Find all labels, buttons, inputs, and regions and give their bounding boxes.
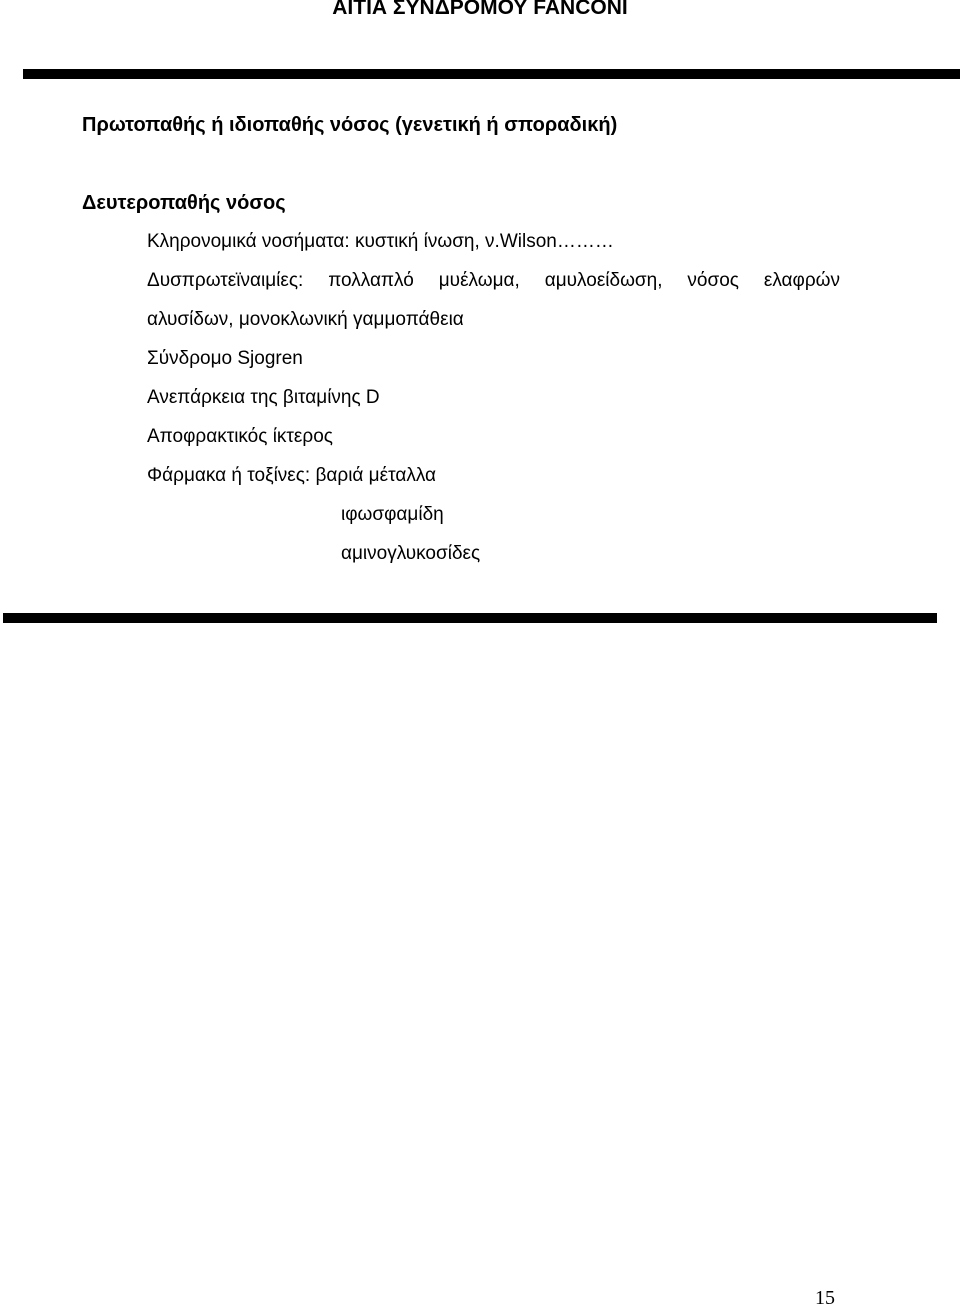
drugs-toxins-item: Φάρμακα ή τοξίνες: βαριά μέταλλα [147, 465, 437, 486]
secondary-disease-heading: Δευτεροπαθής νόσος [82, 192, 286, 214]
dysproteinemias-word: μυέλωμα, [438, 270, 520, 291]
hereditary-diseases-item: Κληρονομικά νοσήματα: κυστική ίνωση, ν.Wilson……… [147, 231, 614, 252]
drug-aminoglycosides: αμινογλυκοσίδες [341, 543, 481, 564]
bottom-divider [3, 613, 937, 623]
drug-ifosfamide: ιφωσφαμίδη [341, 504, 444, 525]
dysproteinemias-word: ελαφρών [763, 270, 840, 291]
obstructive-jaundice-item: Αποφρακτικός ίκτερος [147, 426, 333, 447]
sjogren-item: Σύνδρομο Sjogren [147, 348, 303, 369]
dysproteinemias-word: πολλαπλό [328, 270, 414, 291]
page-title: ΑΙΤΙΑ ΣΥΝΔΡΟΜΟΥ FANCONI [332, 0, 628, 19]
vitamin-d-item: Ανεπάρκεια της βιταμίνης D [147, 387, 380, 408]
dysproteinemias-word: νόσος [687, 270, 739, 291]
dysproteinemias-word: Δυσπρωτεϊναιμίες: [147, 270, 304, 291]
page-number: 15 [815, 1287, 835, 1309]
dysproteinemias-word: αμυλοείδωση, [544, 270, 663, 291]
dysproteinemias-item-line1 [147, 268, 840, 294]
primary-disease-heading: Πρωτοπαθής ή ιδιοπαθής νόσος (γενετική ή σποραδική) [82, 114, 618, 136]
dysproteinemias-item-line2: αλυσίδων, μονοκλωνική γαμμοπάθεια [147, 309, 464, 330]
top-divider [23, 69, 960, 79]
